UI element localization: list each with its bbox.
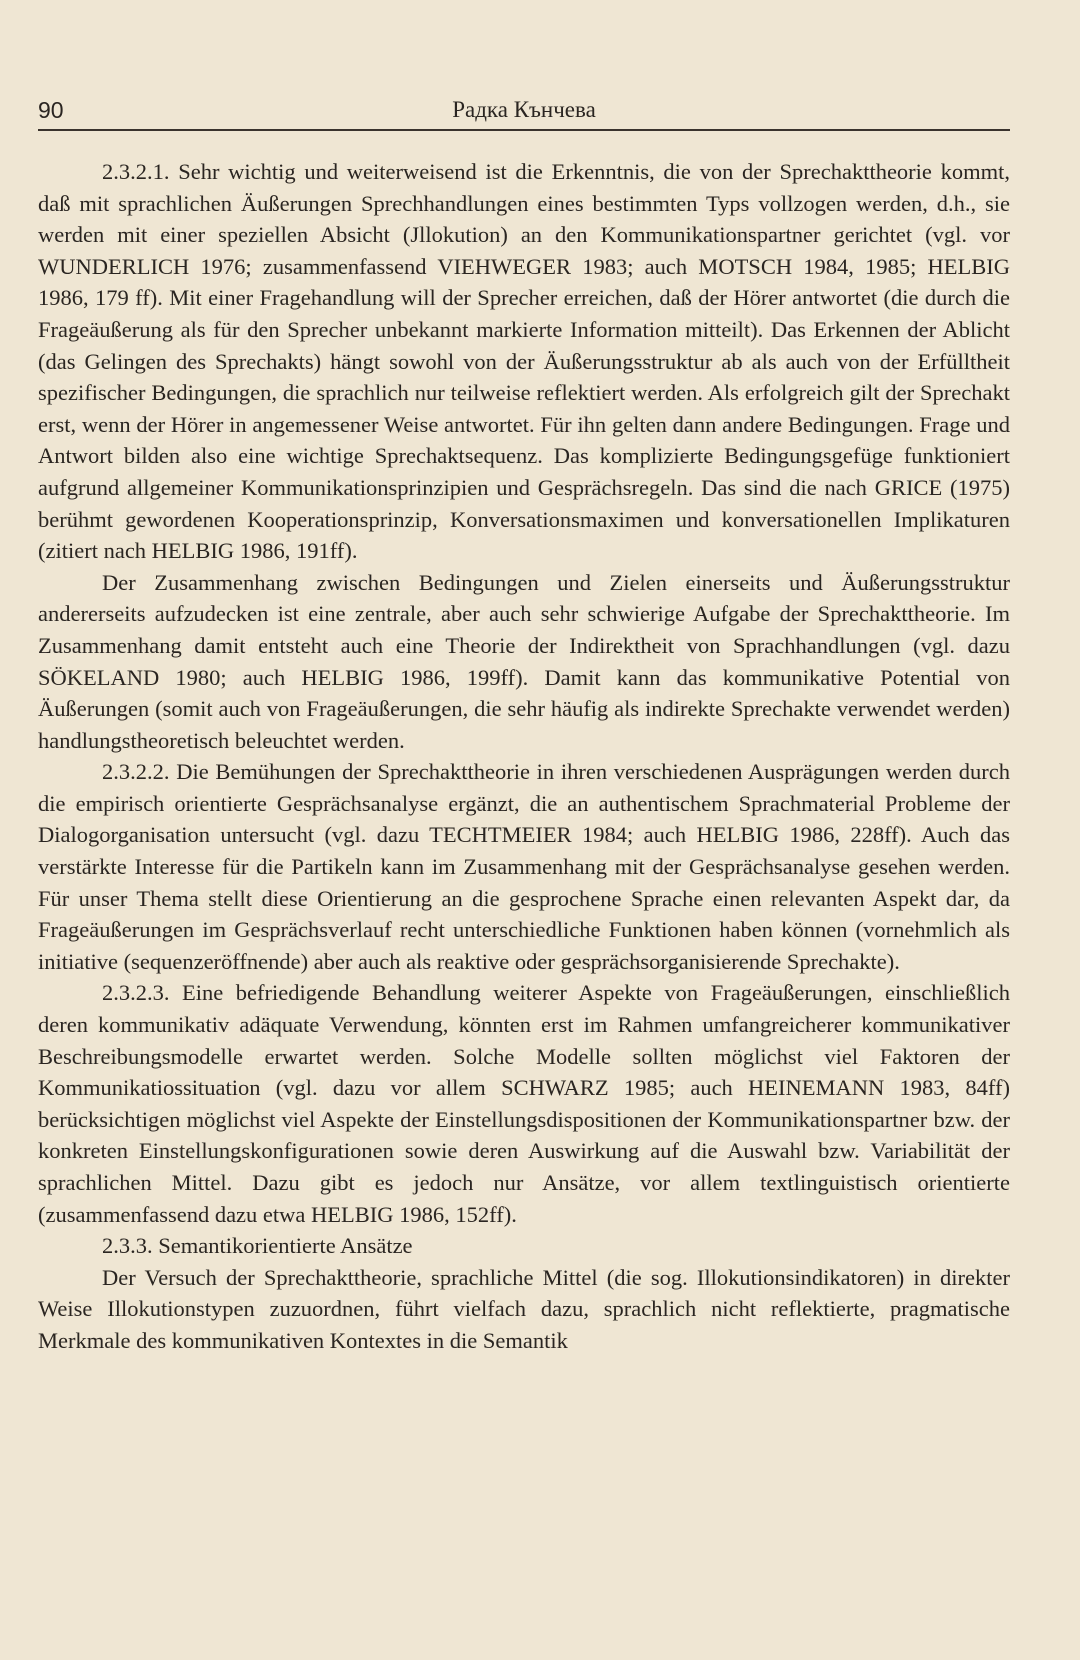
paragraph-2-3-2-1: 2.3.2.1. Sehr wichtig und weiterweisend ist die Erkenntnis, die von der Sprechakttheorie kommt, daß mit sprachlichen Äußerungen Sprechhandlungen eines bestimmten Typs vollzogen werden, d.h., sie werden mit einer speziellen Absicht (Jllokution) an den Kommunikationspartner gerichtet (vgl. vor WUNDERLICH 1976; zusammenfassend VIEHWEGER 1983; auch MOTSCH 1984, 1985; HELBIG 1986, 179 ff). Mit einer Fragehandlung will der Sprecher erreichen, daß der Hörer antwortet (die durch die Frageäußerung als für den Sprecher unbekannt markierte Information mitteilt). Das Erkennen der Ablicht (das Gelingen des Sprechakts) hängt sowohl von der Äußerungsstruktur ab als auch von der Erfülltheit spezifischer Bedingungen, die sprachlich nur teilweise reflektiert werden. Als erfolgreich gilt der Sprechakt erst, wenn der Hörer in angemessener Weise antwortet. Für ihn gelten dann andere Bedingungen. Frage und Antwort bilden also eine wichtige Sprechaktsequenz. Das komplizierte Bedingungsgefüge funktioniert aufgrund allgemeiner Kommunikationsprinzipien und Gesprächsregeln. Das sind die nach GRICE (1975) berühmt gewordenen Kooperationsprinzip, Konversationsmaximen und konversationellen Implikaturen (zitiert nach HELBIG 1986, 191ff). (38, 159, 1010, 564)
body-text (38, 156, 1010, 1357)
running-head-author: Радка Кънчева (452, 97, 596, 122)
paragraph-2-3-3: Der Versuch der Sprechakttheorie, sprachliche Mittel (die sog. Illokutionsindikatoren) in direkter Weise Illokutionstypen zuzuordnen, führt vielfach dazu, sprachlich nicht reflektierte, pragmatische Merkmale des kommunikativen Kontextes in die Semantik (38, 1264, 1010, 1353)
page-number: 90 (38, 97, 64, 123)
header-rule (38, 129, 1010, 131)
section-heading-2-3-3: 2.3.3. Semantikorientierte Ansätze (102, 1233, 413, 1259)
paragraph-2-3-2-2: 2.3.2.2. Die Bemühungen der Sprechakttheorie in ihren verschiedenen Ausprägungen werden durch die empirisch orientierte Gesprächsanalyse ergänzt, die an authentischem Sprachmaterial Probleme der Dialogorganisation untersucht (vgl. dazu TECHTMEIER 1984; auch HELBIG 1986, 228ff). Auch das verstärkte Interesse für die Partikeln kann im Zusammenhang mit der Gesprächsanalyse gesehen werden. Für unser Thema stellt diese Orientierung an die gesprochene Sprache einen relevanten Aspekt dar, da Frageäußerungen im Gesprächsverlauf recht unterschiedliche Funktionen haben können (vornehmlich als initiative (sequenzeröffnende) aber auch als reaktive oder gesprächsorganisierende Sprechakte). (38, 759, 1010, 974)
page-header (38, 92, 1010, 128)
paragraph-continuation: Der Zusammenhang zwischen Bedingungen und Zielen einerseits und Äußerungsstruktur andererseits aufzudecken ist eine zentrale, aber auch sehr schwierige Aufgabe der Sprechakttheorie. Im Zusammenhang damit entsteht auch eine Theorie der Indirektheit von Sprachhandlungen (vgl. dazu SÖKELAND 1980; auch HELBIG 1986, 199ff). Damit kann das kommunikative Potential von Äußerungen (somit auch von Frageäußerungen, die sehr häufig als indirekte Sprechakte verwendet werden) handlungstheoretisch beleuchtet werden. (38, 569, 1010, 753)
paragraph-2-3-2-3: 2.3.2.3. Eine befriedigende Behandlung weiterer Aspekte von Frageäußerungen, einschließlich deren kommunikativ adäquate Verwendung, könnten erst im Rahmen umfangreicherer kommunikativer Beschreibungsmodelle erwartet werden. Solche Modelle sollten möglichst viel Faktoren der Kommunikatiossituation (vgl. dazu vor allem SCHWARZ 1985; auch HEINEMANN 1983, 84ff) berücksichtigen möglichst viel Aspekte der Einstellungsdispositionen der Kommunikationspartner bzw. der konkreten Einstellungskonfigurationen sowie deren Auswirkung auf die Auswahl bzw. Variabilität der sprachlichen Mittel. Dazu gibt es jedoch nur Ansätze, vor allem textlinguistisch orientierte (zusammenfassend dazu etwa HELBIG 1986, 152ff). (38, 980, 1010, 1227)
